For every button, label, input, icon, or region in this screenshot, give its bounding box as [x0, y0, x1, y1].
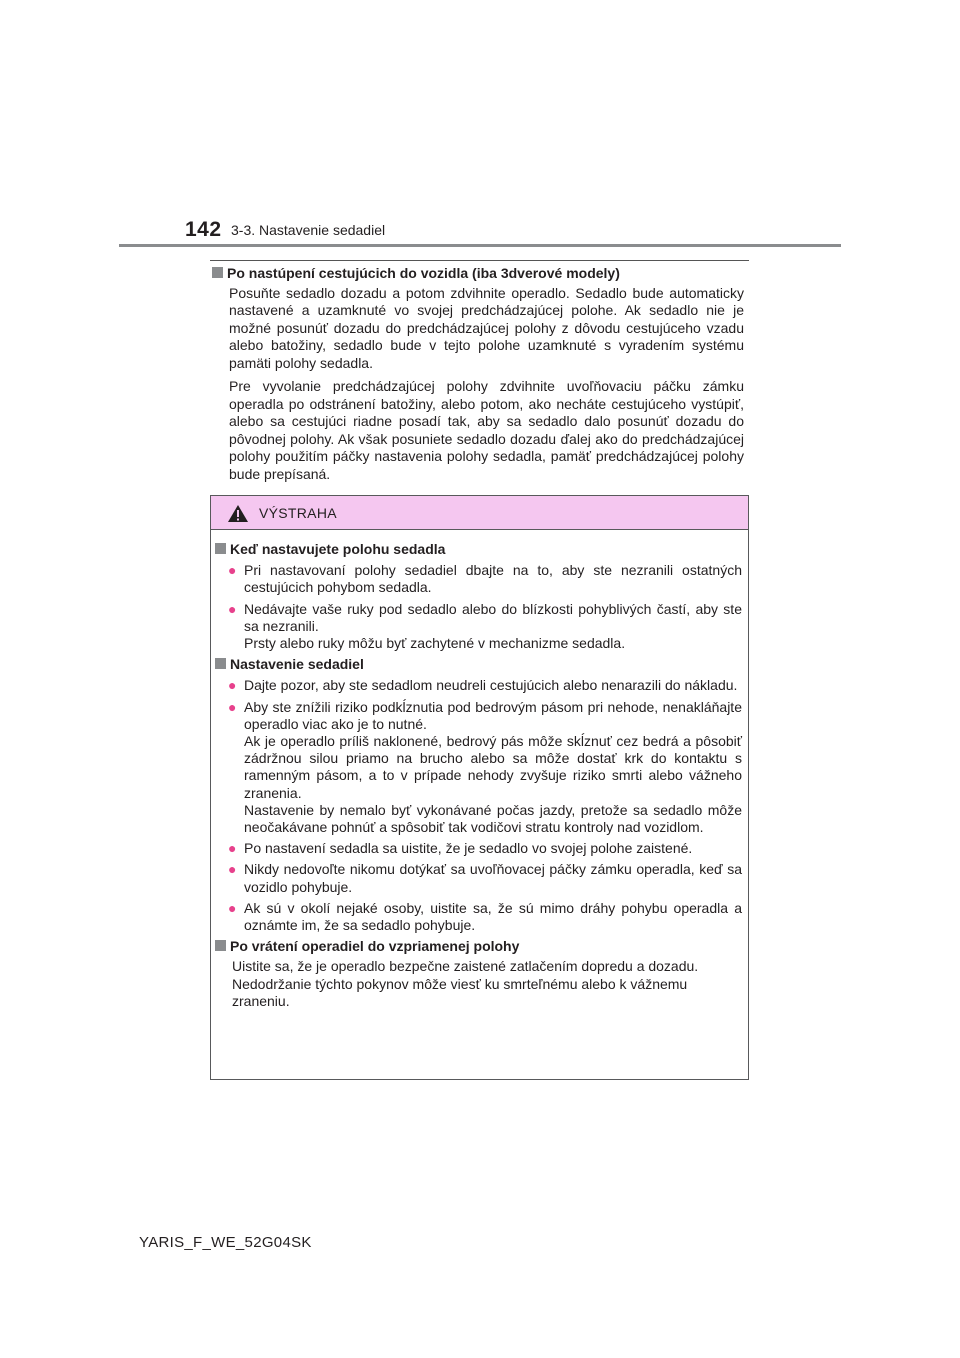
list-item: ● Ak sú v okolí nejaké osoby, uistite sa, že sú mimo dráhy pohybu operadla a oznámte im, že sa sedadlo pohybuje.: [228, 900, 742, 934]
warning-heading-2: Nastavenie sedadiel: [215, 656, 742, 673]
section-title: 3-3. Nastavenie sedadiel: [231, 222, 386, 238]
warning-box: [210, 495, 749, 1080]
square-bullet-icon: [215, 658, 226, 669]
list-item: ● Aby ste znížili riziko podkĺznutia pod bedrovým pásom pri nehode, nenakláňajte operadlo viac ako je to nutné. Ak je operadlo príliš naklonené, bedrový pás môže skĺznuť cez bedrá a pôsobiť zádržnou silou priamo na brucho alebo sa môže dostať krk do kontaktu s ramenným pásom, a to v prípade nehody zvyšuje riziko smrti alebo vážneho zranenia. Nastavenie by nemalo byť vykonávané počas jazdy, pretože sa sedadlo môže neočakávane pohnúť a spôsobiť tak vodičovi stratu kontroly nad vozidlom.: [228, 699, 742, 837]
list-item: ● Nikdy nedovoľte nikomu dotýkať sa uvoľňovacej páčky zámku operadla, keď sa vozidlo pohybuje.: [228, 861, 742, 895]
intro-rule: [210, 260, 749, 261]
warning-body: [211, 530, 748, 1010]
square-bullet-icon: [212, 267, 223, 278]
dot-bullet-icon: [228, 861, 244, 895]
warning-title: VÝSTRAHA: [259, 505, 337, 521]
dot-bullet-icon: [228, 601, 244, 653]
warning-header: [211, 496, 748, 530]
list-item: ● Pri nastavovaní polohy sedadiel dbajte na to, aby ste nezranili ostatných cestujúcich pohybom sedadla.: [228, 562, 742, 596]
warning-heading-1: Keď nastavujete polohu sedadla: [215, 541, 742, 558]
warning-paragraph: Uistite sa, že je operadlo bezpečne zaistené zatlačením dopredu a dozadu. Nedodržanie týchto pokynov môže viesť ku smrteľnému alebo k vážnemu zraneniu.: [232, 958, 699, 1009]
warning-triangle-icon: [227, 504, 249, 523]
dot-bullet-icon: [228, 562, 244, 596]
page-number: 142: [185, 218, 222, 241]
list-item: ● Nedávajte vaše ruky pod sedadlo alebo do blízkosti pohyblivých častí, aby ste sa nezranili. Prsty alebo ruky môžu byť zachytené v mechanizme sedadla.: [228, 601, 742, 653]
square-bullet-icon: [215, 543, 226, 554]
dot-bullet-icon: [228, 677, 244, 694]
intro-paragraph-2: Pre vyvolanie predchádzajúcej polohy zdvihnite uvoľňovaciu páčku zámku operadla po odstránení batožiny, alebo potom, ako necháte cestujúceho vystúpiť, alebo sa cestujúci riadne posadí tak, aby sa sedadlo dalo posunúť dozadu do pôvodnej polohy. Ak však posuniete sedadlo dozadu ďalej ako do predchádzajúcej polohy použitím páčky nastavenia polohy sedadla, pamäť predchádzajúcej polohy bude prepísaná.: [229, 378, 744, 482]
square-bullet-icon: [215, 940, 226, 951]
intro-paragraph-1: Posuňte sedadlo dozadu a potom zdvihnite operadlo. Sedadlo bude automaticky nastavené a uzamknuté vo svojej predchádzajúcej polohe. Ak sedadlo nie je možné posunúť dozadu do predchádzajúcej polohy z dôvodu cestujúceho vzadu alebo batožiny, sedadlo bude v tejto polohe uzamknuté s vyradením systému pamäti polohy sedadla.: [229, 284, 744, 371]
intro-heading: Po nastúpení cestujúcich do vozidla (iba 3dverové modely): [212, 265, 744, 283]
header-rule: [119, 244, 841, 247]
intro-section: [212, 265, 744, 483]
document-code: YARIS_F_WE_52G04SK: [139, 1234, 312, 1251]
dot-bullet-icon: [228, 699, 244, 837]
list-item: ● Po nastavení sedadla sa uistite, že je sedadlo vo svojej polohe zaistené.: [228, 840, 742, 857]
dot-bullet-icon: [228, 840, 244, 857]
list-item: ● Dajte pozor, aby ste sedadlom neudreli cestujúcich alebo nenarazili do nákladu.: [228, 677, 742, 694]
warning-heading-3: Po vrátení operadiel do vzpriamenej polohy: [215, 938, 742, 955]
dot-bullet-icon: [228, 900, 244, 934]
